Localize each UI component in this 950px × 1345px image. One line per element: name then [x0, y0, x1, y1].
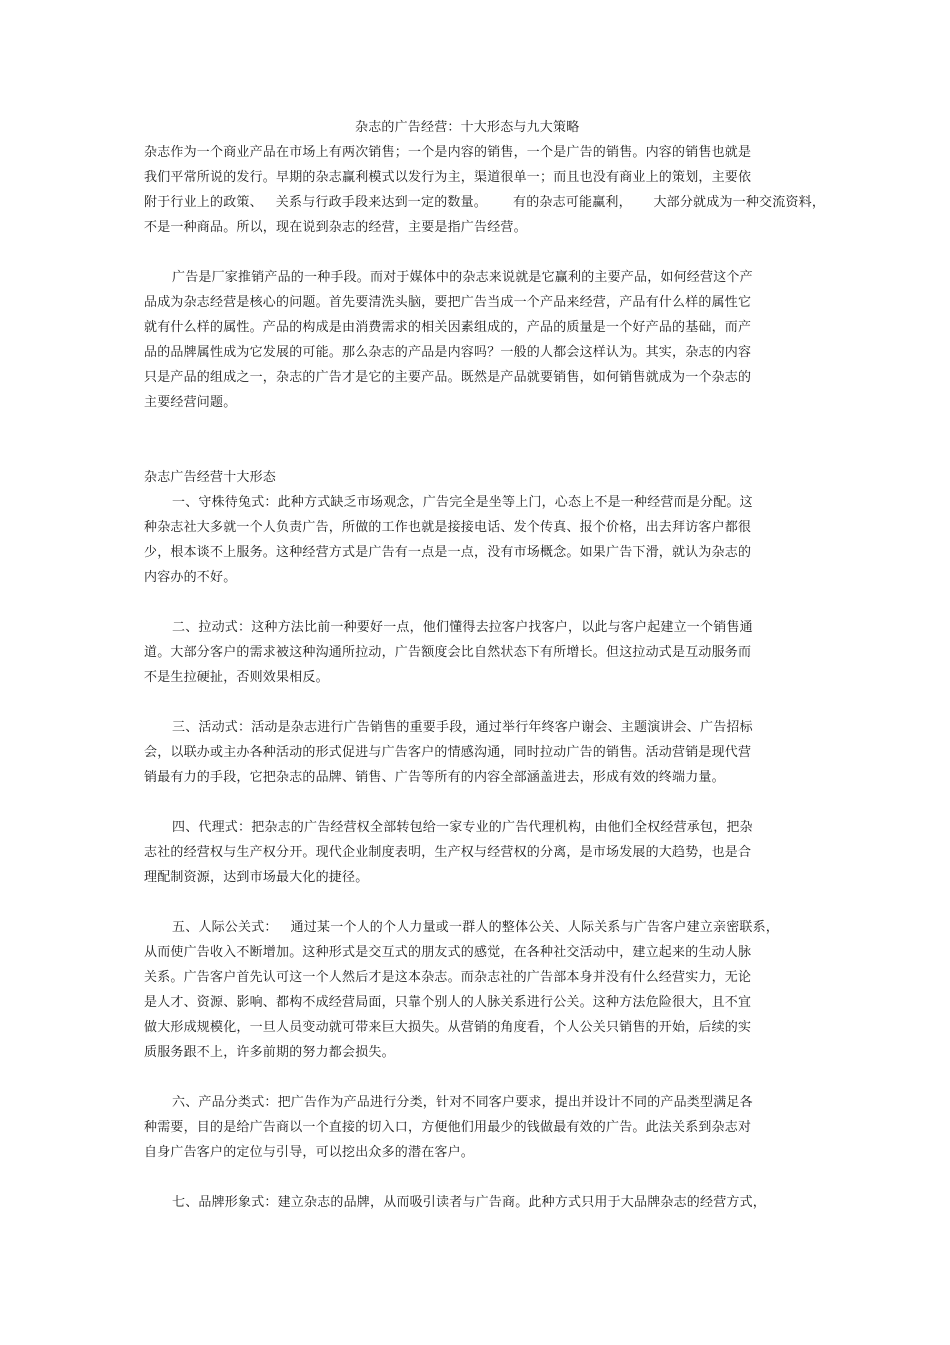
paragraph-line: 少，根本谈不上服务。这种经营方式是广告有一点是一点，没有市场概念。如果广告下滑，就认为杂志的 — [144, 545, 752, 560]
paragraph-line: 质服务跟不上，许多前期的努力都会损失。 — [144, 1045, 395, 1060]
paragraph-line: 广告是厂家推销产品的一种手段。而对于媒体中的杂志来说就是它赢利的主要产品，如何经营这个产 — [172, 270, 753, 285]
section-heading: 杂志广告经营十大形态 — [144, 470, 277, 485]
document-title: 杂志的广告经营：十大形态与九大策略 — [355, 120, 580, 135]
paragraph-line: 杂志作为一个商业产品在市场上有两次销售；一个是内容的销售，一个是广告的销售。内容的销售也就是 — [144, 145, 752, 160]
paragraph-line: 销最有力的手段，它把杂志的品牌、销售、广告等所有的内容全部涵盖进去，形成有效的终端力量。 — [144, 770, 725, 785]
paragraph-line: 二、拉动式：这种方法比前一种要好一点，他们懂得去拉客户找客户，以此与客户起建立一个销售通 — [172, 620, 753, 635]
paragraph-line: 理配制资源，达到市场最大化的捷径。 — [144, 870, 369, 885]
paragraph-line: 志社的经营权与生产权分开。现代企业制度表明，生产权与经营权的分离，是市场发展的大趋势，也是合 — [144, 845, 752, 860]
paragraph-line: 不是一种商品。所以，现在说到杂志的经营，主要是指广告经营。 — [144, 220, 527, 235]
paragraph-line: 内容办的不好。 — [144, 570, 237, 585]
paragraph-line: 会，以联办或主办各种活动的形式促进与广告客户的情感沟通，同时拉动广告的销售。活动营销是现代营 — [144, 745, 752, 760]
paragraph-line: 附于行业上的政策、 关系与行政手段来达到一定的数量。 有的杂志可能赢利， 大部分就成为一种交流资料， — [144, 195, 826, 210]
paragraph-line: 就有什么样的属性。产品的构成是由消费需求的相关因素组成的，产品的质量是一个好产品的基础，而产 — [144, 320, 752, 335]
paragraph-line: 四、代理式：把杂志的广告经营权全部转包给一家专业的广告代理机构，由他们全权经营承包，把杂 — [172, 820, 753, 835]
paragraph-line: 种需要，目的是给广告商以一个直接的切入口，方便他们用最少的钱做最有效的广告。此法关系到杂志对 — [144, 1120, 752, 1135]
paragraph-line: 自身广告客户的定位与引导，可以挖出众多的潜在客户。 — [144, 1145, 475, 1160]
paragraph-line: 我们平常所说的发行。早期的杂志赢利模式以发行为主，渠道很单一；而且也没有商业上的策划，主要依 — [144, 170, 752, 185]
paragraph-line: 主要经营问题。 — [144, 395, 237, 410]
paragraph-line: 六、产品分类式：把广告作为产品进行分类，针对不同客户要求，提出并设计不同的产品类型满足各 — [172, 1095, 753, 1110]
paragraph-line: 道。大部分客户的需求被这种沟通所拉动，广告额度会比自然状态下有所增长。但这拉动式是互动服务而 — [144, 645, 752, 660]
paragraph-line: 七、品牌形象式：建立杂志的品牌，从而吸引读者与广告商。此种方式只用于大品牌杂志的经营方式， — [172, 1195, 767, 1210]
paragraph-line: 做大形成规模化，一旦人员变动就可带来巨大损失。从营销的角度看，个人公关只销售的开始，后续的实 — [144, 1020, 752, 1035]
paragraph-line: 品成为杂志经营是核心的问题。首先要清洗头脑，要把广告当成一个产品来经营，产品有什么样的属性它 — [144, 295, 752, 310]
paragraph-line: 是人才、资源、影响、都构不成经营局面，只靠个别人的人脉关系进行公关。这种方法危险很大，且不宜 — [144, 995, 752, 1010]
paragraph-line: 只是产品的组成之一，杂志的广告才是它的主要产品。既然是产品就要销售，如何销售就成为一个杂志的 — [144, 370, 752, 385]
paragraph-line: 品的品牌属性成为它发展的可能。那么杂志的产品是内容吗？一般的人都会这样认为。其实，杂志的内容 — [144, 345, 752, 360]
paragraph-line: 种杂志社大多就一个人负责广告，所做的工作也就是接接电话、发个传真、报个价格，出去拜访客户都很 — [144, 520, 752, 535]
paragraph-line: 五、人际公关式： 通过某一个人的个人力量或一群人的整体公关、人际关系与广告客户建立亲密联系， — [172, 920, 779, 935]
paragraph-line: 关系。广告客户首先认可这一个人然后才是这本杂志。而杂志社的广告部本身并没有什么经营实力，无论 — [144, 970, 752, 985]
paragraph-line: 从而使广告收入不断增加。这种形式是交互式的朋友式的感觉，在各种社交活动中，建立起来的生动人脉 — [144, 945, 752, 960]
paragraph-line: 不是生拉硬扯，否则效果相反。 — [144, 670, 329, 685]
paragraph-line: 三、活动式：活动是杂志进行广告销售的重要手段，通过举行年终客户谢会、主题演讲会、广告招标 — [172, 720, 753, 735]
paragraph-line: 一、守株待兔式：此种方式缺乏市场观念，广告完全是坐等上门，心态上不是一种经营而是分配。这 — [172, 495, 753, 510]
